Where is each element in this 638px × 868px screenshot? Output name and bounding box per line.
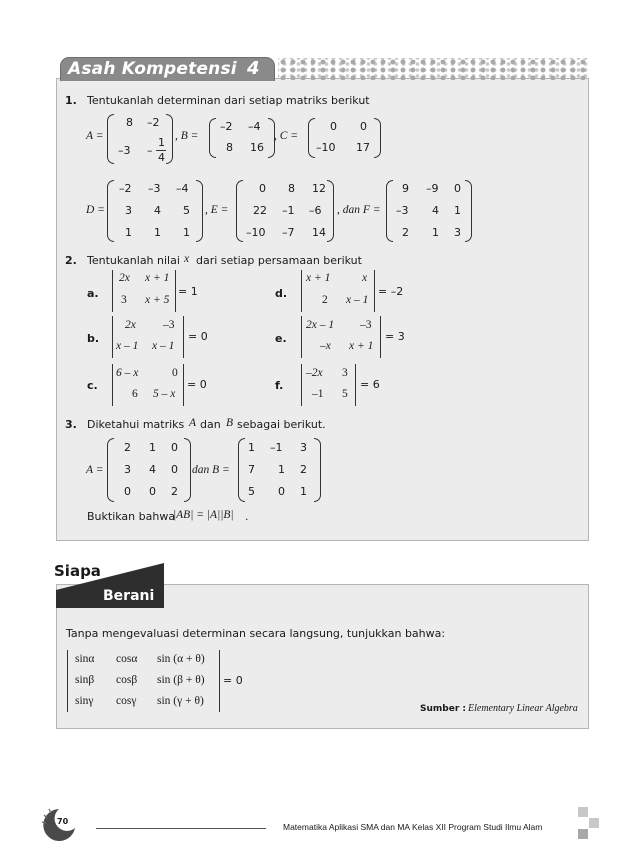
matrix-e-cell: –7 bbox=[282, 226, 295, 239]
det-a-cell: 3 bbox=[121, 294, 127, 306]
section-title: Asah Kompetensi bbox=[68, 59, 237, 79]
q3-matrix-a-left-paren bbox=[107, 438, 114, 502]
matrix-d-cell: 4 bbox=[154, 204, 161, 217]
challenge-det-cell: sinα bbox=[75, 653, 95, 665]
matrix-c-right-paren bbox=[374, 118, 381, 158]
det-f-cell: 3 bbox=[342, 367, 348, 379]
question-2-text-post: dari setiap persamaan berikut bbox=[196, 254, 362, 267]
matrix-e-label: , E = bbox=[205, 204, 229, 216]
det-f-rhs: = 6 bbox=[360, 378, 380, 391]
banner-underline bbox=[56, 606, 164, 608]
matrix-f-cell: –3 bbox=[396, 204, 409, 217]
det-e-cell: 2x – 1 bbox=[306, 319, 335, 331]
matrix-e-cell: 22 bbox=[253, 204, 267, 217]
matrix-e-right-paren bbox=[327, 180, 334, 242]
q3-matrix-a-cell: 4 bbox=[149, 463, 156, 476]
det-c-cell: 6 bbox=[132, 388, 138, 400]
prove-expression: |AB| = |A||B| bbox=[173, 509, 234, 521]
det-b-cell: 2x bbox=[125, 319, 136, 331]
matrix-c-cell: 0 bbox=[330, 120, 337, 133]
footer-square-decoration bbox=[578, 807, 588, 817]
det-f-left-bar bbox=[301, 364, 302, 406]
det-c-cell: 6 – x bbox=[116, 367, 139, 379]
question-number-2: 2. bbox=[65, 254, 77, 267]
matrix-d-cell: –3 bbox=[148, 182, 161, 195]
challenge-det-cell: sin (α + θ) bbox=[157, 653, 205, 665]
item-label-b: b. bbox=[87, 332, 100, 345]
challenge-det-cell: sinβ bbox=[75, 674, 95, 686]
footer-rule bbox=[96, 828, 266, 829]
det-f-cell: –1 bbox=[312, 388, 324, 400]
q3-matrix-b-cell: –1 bbox=[270, 441, 283, 454]
matrix-c-label: , C = bbox=[274, 130, 299, 142]
det-e-cell: x + 1 bbox=[349, 340, 374, 352]
matrix-a-cell: – bbox=[147, 144, 153, 157]
question-1-text: Tentukanlah determinan dari setiap matriks berikut bbox=[87, 94, 370, 107]
det-e-right-bar bbox=[380, 316, 381, 358]
matrix-f-left-paren bbox=[386, 180, 393, 242]
matrix-d-cell: 3 bbox=[125, 204, 132, 217]
siapa-label: Siapa bbox=[54, 562, 101, 580]
det-e-rhs: = 3 bbox=[385, 330, 405, 343]
matrix-b-cell: –2 bbox=[220, 120, 233, 133]
det-e-cell: –x bbox=[320, 340, 331, 352]
item-label-a: a. bbox=[87, 287, 99, 300]
matrix-c-left-paren bbox=[308, 118, 315, 158]
det-a-cell: 2x bbox=[119, 272, 130, 284]
det-d-right-bar bbox=[374, 270, 375, 312]
det-d-rhs: = –2 bbox=[378, 285, 404, 298]
det-c-rhs: = 0 bbox=[187, 378, 207, 391]
matrix-d-left-paren bbox=[107, 180, 114, 242]
det-c-cell: 5 – x bbox=[153, 388, 176, 400]
matrix-a-cell: –3 bbox=[118, 144, 131, 157]
question-2-variable: x bbox=[184, 253, 190, 265]
matrix-f-cell: 1 bbox=[432, 226, 439, 239]
footer-square-decoration bbox=[589, 818, 599, 828]
matrix-e-cell: 8 bbox=[288, 182, 295, 195]
q3-matrix-b-cell: 0 bbox=[278, 485, 285, 498]
matrix-c-cell: 0 bbox=[360, 120, 367, 133]
question-3-var-b: B bbox=[226, 417, 234, 429]
matrix-a-cell: –2 bbox=[147, 116, 160, 129]
det-e-left-bar bbox=[301, 316, 302, 358]
det-d-cell: x bbox=[362, 272, 368, 284]
det-d-cell: x – 1 bbox=[346, 294, 369, 306]
challenge-rhs: = 0 bbox=[223, 674, 243, 687]
matrix-e-cell: 0 bbox=[259, 182, 266, 195]
prove-period: . bbox=[245, 510, 249, 523]
matrix-d-cell: 1 bbox=[183, 226, 190, 239]
q3-matrix-a-cell: 0 bbox=[171, 441, 178, 454]
q3-matrix-b-cell: 2 bbox=[300, 463, 307, 476]
det-b-cell: x – 1 bbox=[152, 340, 175, 352]
matrix-d-cell: 5 bbox=[183, 204, 190, 217]
q3-matrix-b-cell: 5 bbox=[248, 485, 255, 498]
matrix-b-cell: 16 bbox=[250, 141, 264, 154]
det-b-cell: –3 bbox=[163, 319, 175, 331]
det-c-cell: 0 bbox=[172, 367, 178, 379]
section-number: 4 bbox=[247, 58, 260, 79]
source-label: Sumber : bbox=[420, 704, 466, 714]
det-a-rhs: = 1 bbox=[178, 285, 198, 298]
question-3-text-post: sebagai berikut. bbox=[237, 418, 326, 431]
q3-matrix-a-cell: 0 bbox=[149, 485, 156, 498]
matrix-a-left-paren bbox=[107, 114, 114, 164]
q3-matrix-b-label: dan B = bbox=[192, 464, 230, 476]
q3-matrix-a-cell: 3 bbox=[124, 463, 131, 476]
q3-matrix-b-left-paren bbox=[238, 438, 245, 502]
q3-matrix-a-cell: 0 bbox=[171, 463, 178, 476]
matrix-f-label: , dan F = bbox=[337, 204, 381, 216]
q3-matrix-b-cell: 7 bbox=[248, 463, 255, 476]
matrix-f-cell: 9 bbox=[402, 182, 409, 195]
q3-matrix-a-cell: 0 bbox=[124, 485, 131, 498]
matrix-b-cell: –4 bbox=[248, 120, 261, 133]
matrix-b-cell: 8 bbox=[226, 141, 233, 154]
book-title-footer: Matematika Aplikasi SMA dan MA Kelas XII Program Studi Ilmu Alam bbox=[283, 822, 543, 832]
matrix-d-label: D = bbox=[86, 204, 105, 216]
matrix-f-cell: –9 bbox=[426, 182, 439, 195]
fraction-denominator: 4 bbox=[158, 151, 165, 164]
matrix-e-left-paren bbox=[236, 180, 243, 242]
matrix-a-right-paren bbox=[166, 114, 173, 164]
matrix-d-cell: 1 bbox=[125, 226, 132, 239]
matrix-f-cell: 0 bbox=[454, 182, 461, 195]
matrix-a-cell: 8 bbox=[126, 116, 133, 129]
det-d-left-bar bbox=[301, 270, 302, 312]
matrix-e-cell: 12 bbox=[312, 182, 326, 195]
question-2-text-pre: Tentukanlah nilai bbox=[87, 254, 180, 267]
det-d-cell: 2 bbox=[322, 294, 328, 306]
det-c-left-bar bbox=[112, 364, 113, 406]
challenge-det-cell: cosγ bbox=[116, 695, 137, 707]
det-a-cell: x + 1 bbox=[145, 272, 170, 284]
challenge-det-cell: sin (γ + θ) bbox=[157, 695, 204, 707]
q3-matrix-b-cell: 1 bbox=[248, 441, 255, 454]
challenge-det-cell: sin (β + θ) bbox=[157, 674, 205, 686]
matrix-d-cell: –2 bbox=[119, 182, 132, 195]
q3-matrix-b-cell: 3 bbox=[300, 441, 307, 454]
det-d-cell: x + 1 bbox=[306, 272, 331, 284]
matrix-e-cell: 14 bbox=[312, 226, 326, 239]
matrix-f-cell: 4 bbox=[432, 204, 439, 217]
det-a-left-bar bbox=[112, 270, 113, 312]
dot-pattern-decoration bbox=[278, 58, 588, 80]
challenge-text: Tanpa mengevaluasi determinan secara langsung, tunjukkan bahwa: bbox=[66, 627, 446, 640]
challenge-det-cell: cosβ bbox=[116, 674, 138, 686]
challenge-det-right-bar bbox=[219, 650, 220, 712]
matrix-d-right-paren bbox=[196, 180, 203, 242]
q3-matrix-b-right-paren bbox=[314, 438, 321, 502]
footer-square-decoration bbox=[578, 829, 588, 839]
matrix-f-cell: 3 bbox=[454, 226, 461, 239]
matrix-e-cell: –6 bbox=[309, 204, 322, 217]
det-f-right-bar bbox=[355, 364, 356, 406]
source-title: Elementary Linear Algebra bbox=[468, 703, 578, 714]
page-number: 70 bbox=[57, 817, 69, 826]
det-a-cell: x + 5 bbox=[145, 294, 170, 306]
question-number-1: 1. bbox=[65, 94, 77, 107]
q3-matrix-b-cell: 1 bbox=[300, 485, 307, 498]
det-b-right-bar bbox=[183, 316, 184, 358]
det-b-left-bar bbox=[112, 316, 113, 358]
question-3-text-pre: Diketahui matriks bbox=[87, 418, 185, 431]
item-label-d: d. bbox=[275, 287, 288, 300]
berani-label: Berani bbox=[103, 588, 155, 604]
det-a-right-bar bbox=[175, 270, 176, 312]
det-b-cell: x – 1 bbox=[116, 340, 139, 352]
q3-matrix-a-cell: 2 bbox=[171, 485, 178, 498]
matrix-f-right-paren bbox=[465, 180, 472, 242]
det-f-cell: –2x bbox=[306, 367, 323, 379]
matrix-e-cell: –1 bbox=[282, 204, 295, 217]
matrix-f-cell: 1 bbox=[454, 204, 461, 217]
matrix-b-left-paren bbox=[209, 118, 216, 158]
item-label-f: f. bbox=[275, 379, 284, 392]
det-e-cell: –3 bbox=[360, 319, 372, 331]
q3-matrix-a-label: A = bbox=[86, 464, 104, 476]
det-b-rhs: = 0 bbox=[188, 330, 208, 343]
q3-matrix-a-cell: 2 bbox=[124, 441, 131, 454]
item-label-e: e. bbox=[275, 332, 287, 345]
matrix-f-cell: 2 bbox=[402, 226, 409, 239]
det-c-right-bar bbox=[183, 364, 184, 406]
matrix-b-label: , B = bbox=[175, 130, 199, 142]
fraction-numerator: 1 bbox=[158, 136, 165, 149]
q3-matrix-a-cell: 1 bbox=[149, 441, 156, 454]
matrix-c-cell: 17 bbox=[356, 141, 370, 154]
matrix-d-cell: –4 bbox=[176, 182, 189, 195]
question-3-var-a: A bbox=[189, 417, 197, 429]
challenge-det-cell: cosα bbox=[116, 653, 138, 665]
matrix-c-cell: –10 bbox=[316, 141, 336, 154]
challenge-det-left-bar bbox=[67, 650, 68, 712]
matrix-a-label: A = bbox=[86, 130, 104, 142]
challenge-det-cell: sinγ bbox=[75, 695, 94, 707]
q3-matrix-b-cell: 1 bbox=[278, 463, 285, 476]
item-label-c: c. bbox=[87, 379, 98, 392]
prove-text: Buktikan bahwa bbox=[87, 510, 176, 523]
matrix-e-cell: –10 bbox=[246, 226, 266, 239]
q3-matrix-a-right-paren bbox=[184, 438, 191, 502]
det-f-cell: 5 bbox=[342, 388, 348, 400]
question-number-3: 3. bbox=[65, 418, 77, 431]
question-3-dan: dan bbox=[200, 418, 221, 431]
matrix-d-cell: 1 bbox=[154, 226, 161, 239]
